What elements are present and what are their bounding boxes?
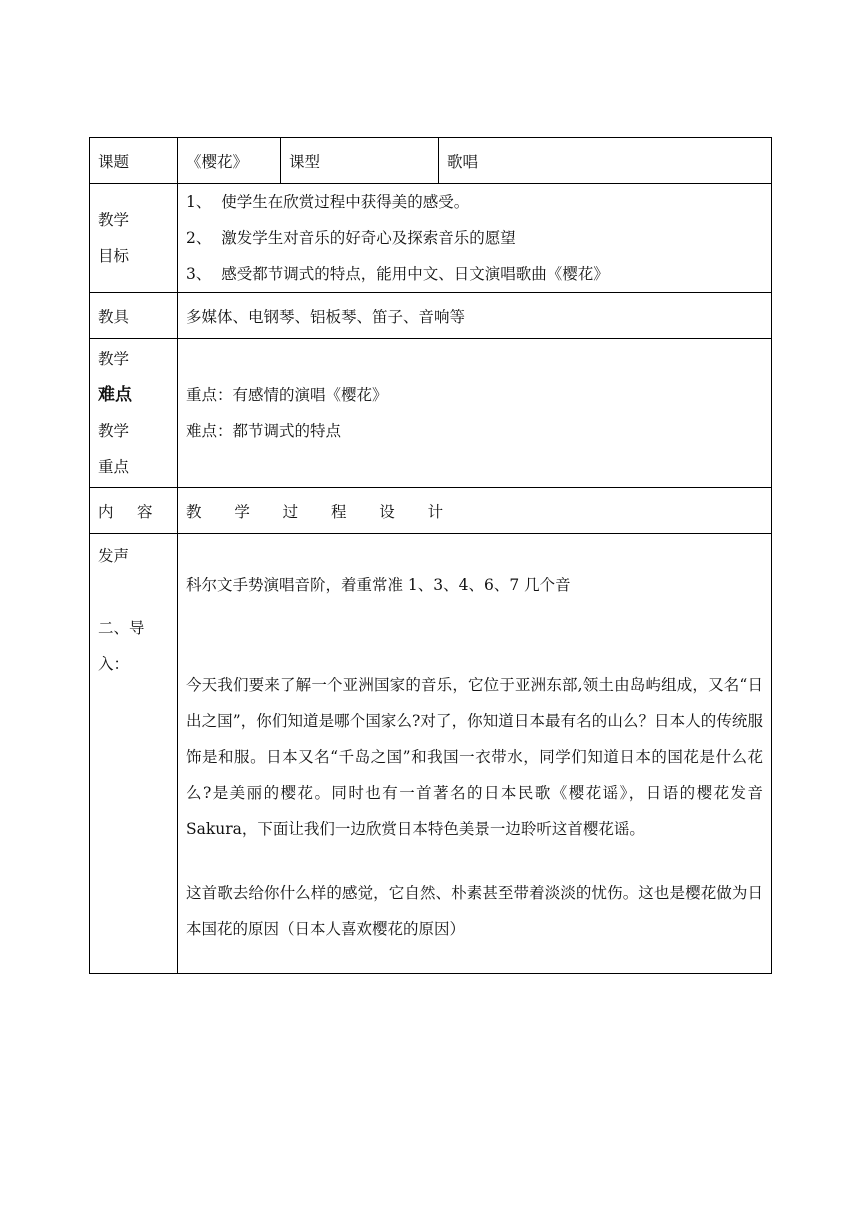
- vocal-warmup-text: 科尔文手势演唱音阶，着重常准 1、3、4、6、7 几个音: [186, 576, 571, 594]
- focus-point: 重点：有感情的演唱《樱花》: [186, 386, 388, 404]
- teaching-tools-value: 多媒体、电钢琴、铝板琴、笛子、音响等: [178, 293, 772, 339]
- process-design-heading: 教 学 过 程 设 计: [178, 488, 772, 534]
- lesson-plan-table: [89, 137, 772, 974]
- label-course-topic: 课题: [90, 138, 178, 184]
- label-teaching-tools: 教具: [90, 293, 178, 339]
- goal-item: 1、 使学生在欣赏过程中获得美的感受。: [186, 193, 470, 211]
- course-type-value: 歌唱: [439, 138, 772, 184]
- row-title: [90, 138, 772, 184]
- row-content-header: [90, 488, 772, 534]
- goal-item: 2、 激发学生对音乐的好奇心及探索音乐的愿望: [186, 229, 516, 247]
- label-content: 内 容: [90, 488, 178, 534]
- label-keypoints: 教学 难点 教学 重点: [90, 339, 178, 488]
- label-process: 发声 二、导入：: [90, 534, 178, 974]
- row-keypoints: [90, 339, 772, 488]
- process-content: [178, 534, 772, 974]
- course-title: 《樱花》: [178, 138, 281, 184]
- goal-item: 3、 感受都节调式的特点，能用中文、日文演唱歌曲《樱花》: [186, 265, 609, 283]
- label-course-type: 课型: [281, 138, 439, 184]
- difficulty-point: 难点：都节调式的特点: [186, 422, 342, 440]
- goals-list: [178, 184, 772, 293]
- introduction-text: 今天我们要来了解一个亚洲国家的音乐，它位于亚洲东部,领土由岛屿组成，又名“日出之国”，你们知道是哪个国家么?对了，你知道日本最有名的山么？日本人的传统服饰是和服。日本又名“千岛之国”和我国一衣带水，同学们知道日本的国花是什么花么?是美丽的樱花。同时也有一首著名的日本民歌《樱花谣》，日语的樱花发音 Sakura，下面让我们一边欣赏日本特色美景一边聆听这首樱花谣。: [186, 676, 763, 838]
- row-process: [90, 534, 772, 974]
- row-tools: [90, 293, 772, 339]
- song-feeling-text: 这首歌去给你什么样的感觉，它自然、朴素甚至带着淡淡的忧伤。这也是樱花做为日本国花的原因（日本人喜欢樱花的原因）: [186, 884, 763, 938]
- label-teaching-goals: 教学 目标: [90, 184, 178, 293]
- keypoints-content: [178, 339, 772, 488]
- row-goals: [90, 184, 772, 293]
